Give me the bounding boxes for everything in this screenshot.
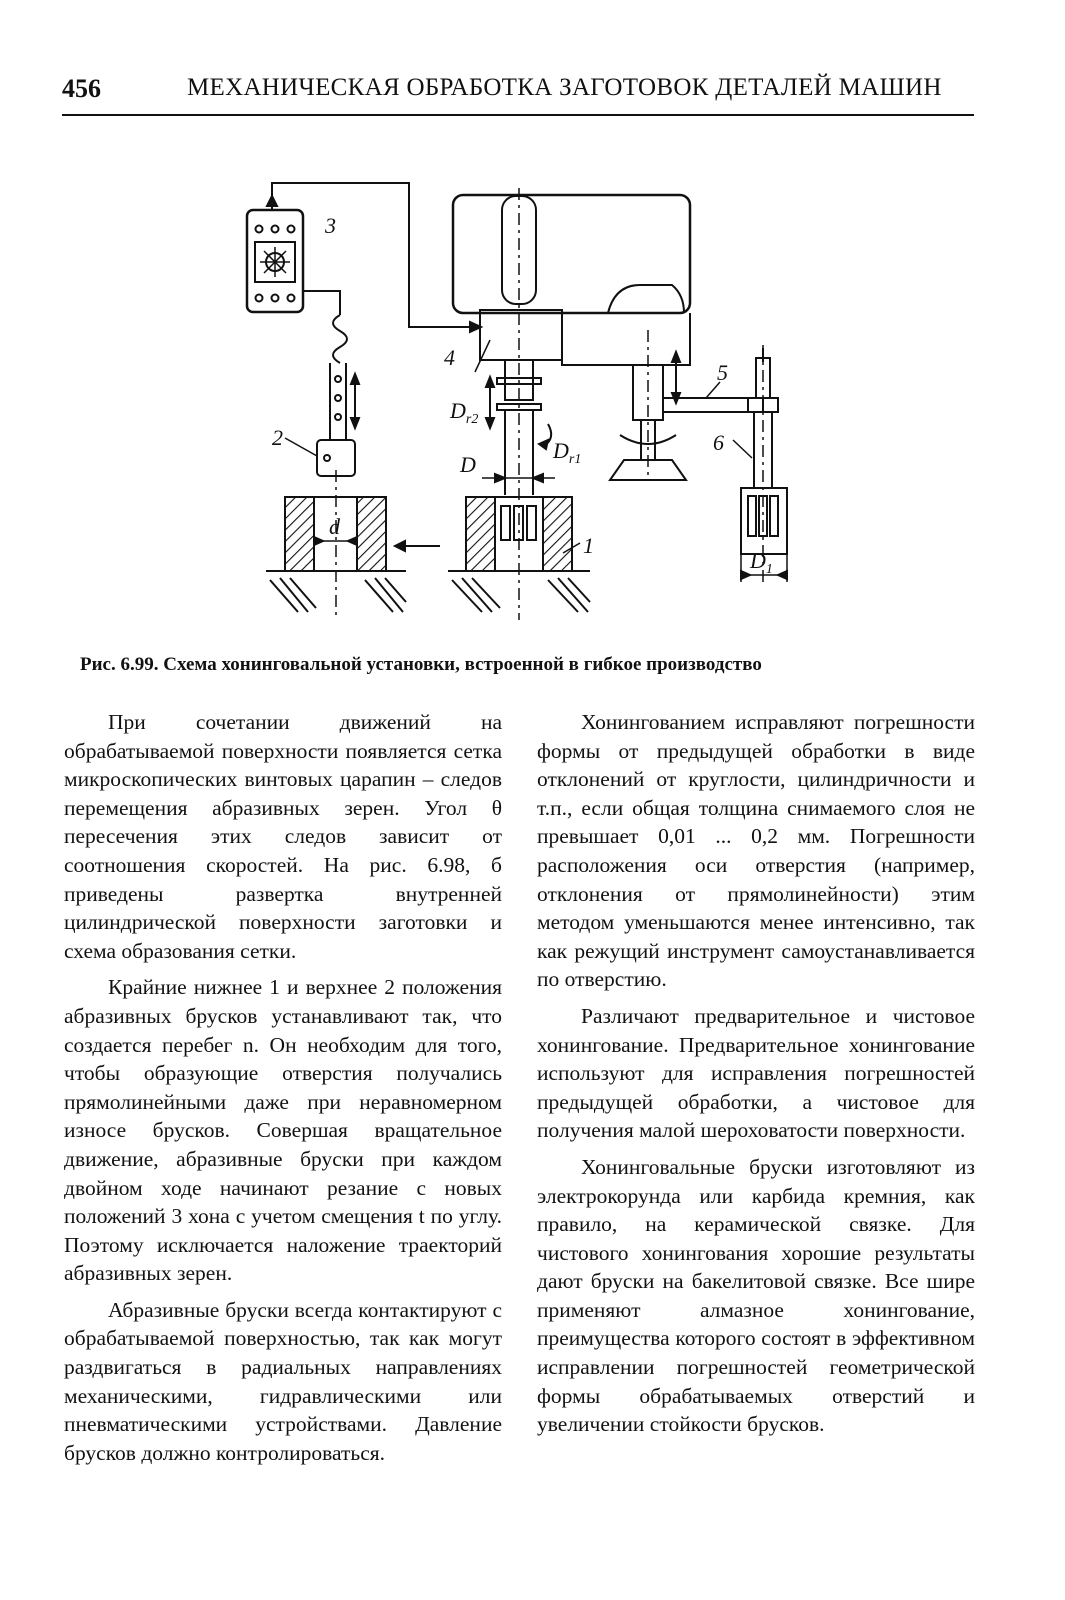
label-6: 6 (713, 430, 724, 455)
gauge-2 (285, 291, 359, 476)
paragraph: Абразивные бруски всегда контактируют с обрабатываемой поверхностью, так как могут раздвигаться в радиальных направлениях механическими, гидравлическими или пневматическими устройствами. Давление брусков должно контролироваться. (64, 1297, 502, 1465)
figure-caption: Рис. 6.99. Схема хонинговальной установки, встроенной в гибкое производство (80, 654, 762, 675)
label-D: D (460, 452, 476, 477)
paragraph: При сочетании движений на обрабатываемой поверхности появляется сетка микроскопических винтовых царапин – следов перемещения абразивных зерен. Угол θ пересечения этих следов зависит от соотношения скоростей. На рис. 6.98, б приведены развертка внутренней цилиндрической поверхности заготовки и схема образования сетки. (64, 710, 502, 963)
label-3: 3 (325, 213, 336, 238)
right-column (537, 708, 975, 1447)
label-1: 1 (583, 533, 594, 558)
label-D1: $D_1$ (750, 548, 773, 577)
label-d: d (329, 514, 340, 539)
paragraph: Хонинговальные бруски изготовляют из электрокорунда или карбида кремния, как правило, на керамической связке. Для чистового хонингования хорошие результаты дают бруски на бакелитовой связке. Все шире применяют алмазное хонингование, преимущества которого состоят в эффективном исправлении погрешностей геометрической формы обрабатываемых отверстий и увеличении стойкости брусков. (537, 1154, 975, 1437)
honing-setup-figure (230, 170, 830, 640)
arrowhead (267, 196, 277, 206)
page-number: 456 (62, 74, 101, 103)
label-4: 4 (444, 345, 455, 370)
paragraph: Различают предварительное и чистовое хонингование. Предварительное хонингование используют для исправления погрешностей предыдущей обработки, а чистовое для получения малой шероховатости поверхности. (537, 1003, 975, 1143)
left-column (64, 708, 502, 1475)
label-Dr2: $D_{r2}$ (450, 398, 479, 427)
page-header (62, 72, 974, 108)
paragraph: Крайние нижнее 1 и верхнее 2 положения абразивных брусков устанавливают так, что создается перебег n. Он необходим для того, чтобы образующие отверстия получались прямолинейными даже при неравномерном износе брусков. Совершая вращательное движение, абразивные бруски при каждом двойном ходе начинают резание с новых положений 3 хона с учетом смещения t по углу. Поэтому исключается наложение траекторий абразивных зерен. (64, 975, 502, 1286)
workpiece-left (266, 470, 440, 620)
tool-changer (610, 330, 763, 480)
paragraph: Хонингованием исправляют погрешности формы от предыдущей обработки в виде отклонений от круглости, цилиндричности и т.п., если общая толщина снимаемого слоя не превышает 0,01 ... 0,2 мм. Погрешности расположения оси отверстия (например, отклонения от прямолинейности) этим методом уменьшаются менее интенсивно, так как режущий инструмент самоустанавливается по отверстию. (537, 710, 975, 992)
control-unit (247, 210, 303, 312)
label-2: 2 (272, 425, 283, 450)
signal-line (272, 183, 470, 327)
label-5: 5 (717, 360, 728, 385)
label-Dr1: $D_{r1}$ (553, 438, 582, 467)
running-title: МЕХАНИЧЕСКАЯ ОБРАБОТКА ЗАГОТОВОК ДЕТАЛЕЙ МАШИН (187, 74, 942, 101)
header-rule (62, 114, 974, 116)
